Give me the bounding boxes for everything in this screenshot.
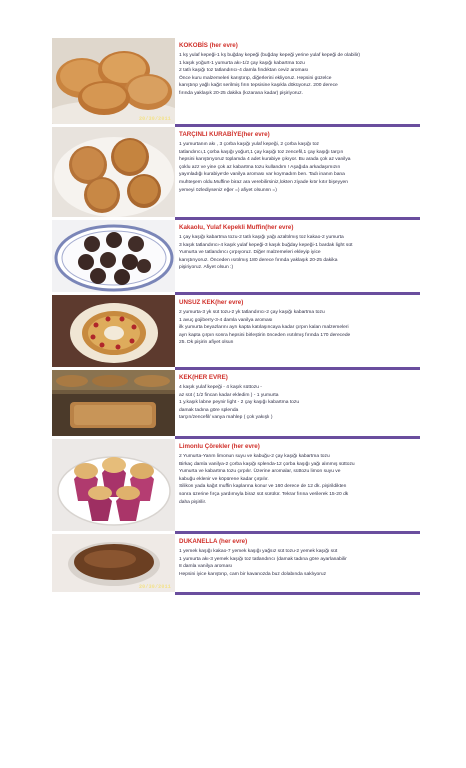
recipe-line: yayınladığı kurabiye'de vanilya aroması var koymadım ben. Tadı inanın bana xyxy=(179,172,345,178)
recipe-tarcinli-kurabiye xyxy=(52,127,420,217)
chocolate-muffins-photo xyxy=(52,220,175,292)
recipe-line: 2 tatlı kaşığı toz tatlandırıcı-4 damla fındıktan ceviz aroması xyxy=(179,68,309,74)
photo-date: 20/30/2011 xyxy=(138,584,171,590)
recipe-line: 1 kş yulaf kepeği-1 kş buğday kepeği (buğday kepeği yerine yulaf kepeği de olabilir) xyxy=(179,53,361,58)
recipe-text xyxy=(179,42,419,98)
recipe-kek xyxy=(52,370,420,436)
loaf-slices-photo xyxy=(52,370,175,436)
recipe-text xyxy=(179,374,419,422)
recipe-line: sonra üzerine fırça yardımıyla biraz süt sürülür. Tekrar fırına verilerek 15-20 dk xyxy=(179,491,349,497)
recipe-text xyxy=(179,224,419,272)
recipe-line: damak tadına göre splenda xyxy=(179,407,239,413)
recipe-line: 25. Dk pişirin afiyet olsun xyxy=(179,340,234,346)
recipe-separator xyxy=(175,592,420,595)
recipe-title: KOKOBİS (her evre) xyxy=(179,42,238,49)
recipe-text xyxy=(179,299,419,347)
recipe-line: Birkaç damla vanilya-2 çorba kaşığı splenda-12 çorba kaşığı yağı alınmış süttozu xyxy=(179,461,355,467)
ring-cake-photo xyxy=(52,295,175,367)
recipe-photo xyxy=(52,295,175,367)
recipe-line: kabuğu eklenir ve köpürene kadar çırpılır. xyxy=(179,476,269,482)
recipe-line: 2 Yumurta-Yarım limonun suyu ve kabuğu-2 çay kaşığı kabartma tozu xyxy=(179,454,330,459)
recipe-line: 2 yumurta-3 yk süt tozu-2 yk tatlandırıcı-2 çay kaşığı kabartma tozu xyxy=(179,310,325,315)
recipe-text xyxy=(179,443,419,506)
recipe-line: az süt ( 1/2 fincan kadar ekledim ) - 1 yumurta xyxy=(179,392,279,398)
lemon-buns-photo xyxy=(52,439,175,531)
recipe-line: ilk yumurta beyazlarını ayrı kapta katılaşıncaya kadar çırpın kalan malzemeleri xyxy=(179,325,349,331)
recipe-line: yemeyi özlediyseniz eğer =) afiyet olsunnn =) xyxy=(179,187,277,193)
recipe-title: Limonlu Çörekler (her evre) xyxy=(179,443,260,450)
recipe-line: fırında yaklaşık 20-25 dakika (kızarana kadar) pişiriyoruz. xyxy=(179,90,303,96)
recipe-photo xyxy=(52,220,175,292)
recipe-line: 1 yumurtanın akı , 3 çorba kaşığı yulaf kepeği, 2 çorba kaşığı toz xyxy=(179,142,320,147)
recipe-line: pişiriyoruz. Afiyet olsun :) xyxy=(179,265,234,271)
recipe-limonlu-corekler xyxy=(52,439,420,531)
recipe-line: Hepsini iyice karıştırıp, cam bir kavanozda buz dolabında saklıyoruz xyxy=(179,571,327,577)
recipe-line: 1 avuç gojiberry-3-4 damla vanilya aroması xyxy=(179,317,273,323)
recipe-line: 1 yemek kaşığı kakao-7 yemek kaşığı yağsız süt tozu-2 yemek kaşığı süt xyxy=(179,549,338,554)
recipe-line: hepsini karıştırıyoruz toplamda 4 adet kurabiye çıkıyor. Bu arada çok az vanilya xyxy=(179,157,351,163)
recipe-text xyxy=(179,538,419,578)
recipe-line: 8 damla vanilya aroması xyxy=(179,564,233,570)
round-cookies-photo xyxy=(52,127,175,217)
recipe-title: DUKANELLA (her evre) xyxy=(179,538,248,545)
recipe-line: 1 çay kaşığı kabartma tozu-2 tatlı kaşığı yağı azaltılmış toz kakao-2 yumurta xyxy=(179,235,344,240)
recipe-line: muhteşem oldu.Muffine biraz ara verebilirsiniz,lokten ziyade kıtır kıtır bişeyyen xyxy=(179,179,348,185)
recipe-title: Kakaolu, Yulaf Kepekli Muffin(her evre) xyxy=(179,224,294,231)
recipe-title: UNSUZ KEK(her evre) xyxy=(179,299,244,306)
recipe-dukanella xyxy=(52,534,420,592)
recipe-photo xyxy=(52,439,175,531)
recipe-line: çoklu azz ve yine çok az kabartma tozu kullandım ! Aşağıda arkadaşımızın xyxy=(179,164,341,170)
recipe-kokobis xyxy=(52,38,420,124)
recipe-line: Silikon yada kağıt muffin kaplarına konur ve 160 derece de 12 dk. pişirildikten xyxy=(179,484,347,490)
recipe-photo xyxy=(52,38,175,124)
recipe-line: 1 y.kaşık labne peynir light - 2 çay kaşığı kabartma tozu xyxy=(179,400,300,406)
recipe-line: Yumurta ve kabartma tozu çırpılır. Üzerine aromalar, süttozu limon suyu ve xyxy=(179,469,341,475)
recipe-line: tatlandırıcı,1 çorba kaşığı yoğurt,1 çay kaşığı toz zencefil,1 çay kaşığı tarçın xyxy=(179,149,344,155)
recipe-photo xyxy=(52,534,175,592)
recipe-line: daha pişirilir. xyxy=(179,499,207,505)
recipe-line: 3 kaşık tatlandırıcı-4 kaşık yulaf kepeği-3 kaşık buğday kepeği-1 bardak light süt xyxy=(179,242,353,248)
recipe-title: TARÇINLI KURABİYE(her evre) xyxy=(179,131,270,138)
recipe-kakaolu-muffin xyxy=(52,220,420,292)
recipe-line: karıştırıyoruz. Önceden ısıtılmış 180 derece fırında yaklaşık 20-25 dakika xyxy=(179,257,338,263)
recipe-unsuz-kek xyxy=(52,295,420,367)
recipe-line: Önce kuru malzemeleri karıştırıp, diğerlerini ekliyoruz. Hepsini güzelce xyxy=(179,75,332,81)
recipe-line: Yumurta ve tatlandırıcı çırpıyoruz. Diğer malzemeleri ekleyip iyice xyxy=(179,250,321,256)
recipe-line: karıştırıp yağlı kağıt serilmiş fırın tepsisine kaşıkla döküyoruz. 200 derece xyxy=(179,83,338,89)
recipe-photo xyxy=(52,370,175,436)
recipe-line: ayrı kapta çırpın sonra hepsini birleştirin önceden ısıtılmış fırında 170 derecede xyxy=(179,332,351,338)
recipe-line: tarçın/zencefil/ vanya mahlep ( çok yakışlı ) xyxy=(179,415,273,421)
recipe-photo xyxy=(52,127,175,217)
recipe-line: 1 yumurta akı-3 yemek kaşığı toz tatlandırıcı (damak tadına göre ayarlanabilir xyxy=(179,556,347,562)
cookies-photo xyxy=(52,38,175,124)
recipe-line: 1 kaşık yoğurt-1 yumurta akı-1/2 çay kaşığı kabartma tozu xyxy=(179,60,305,66)
recipe-text xyxy=(179,131,419,194)
recipe-line: 4 kaşık yulaf kepeği - 4 kaşık süttozu - xyxy=(179,385,262,390)
recipe-title: KEK(HER EVRE) xyxy=(179,374,228,381)
photo-date: 20/30/2011 xyxy=(138,116,171,122)
